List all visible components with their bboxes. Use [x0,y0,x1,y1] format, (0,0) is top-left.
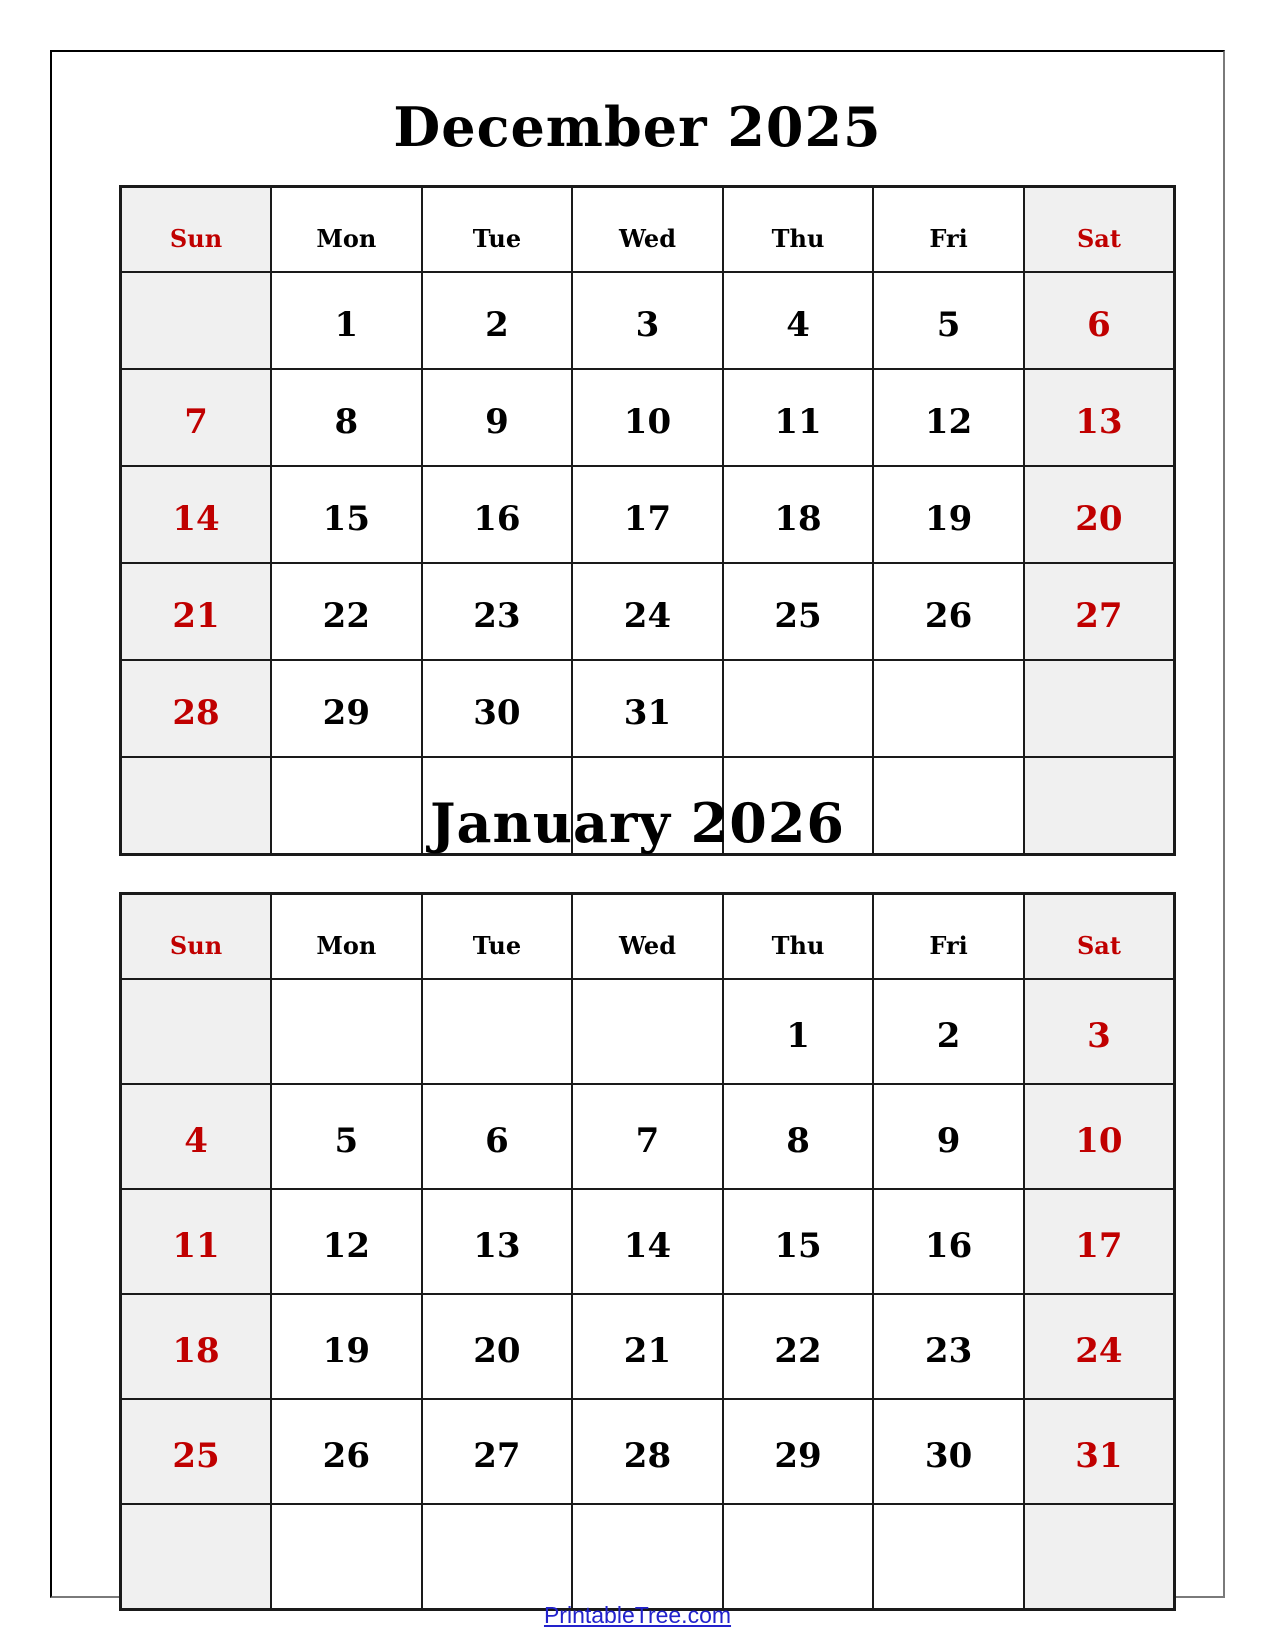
weekday-header-thu: Thu [723,187,874,273]
day-cell-16: 16 [422,466,573,563]
day-cell-17: 17 [1024,1189,1175,1294]
empty-day-cell [271,979,422,1084]
weekday-header-row [121,187,1175,273]
day-cell-21: 21 [572,1294,723,1399]
day-cell-14: 14 [121,466,272,563]
day-cell-30: 30 [873,1399,1024,1504]
day-cell-12: 12 [873,369,1024,466]
day-cell-29: 29 [271,660,422,757]
day-cell-20: 20 [422,1294,573,1399]
empty-day-cell [422,979,573,1084]
day-cell-15: 15 [271,466,422,563]
day-cell-20: 20 [1024,466,1175,563]
empty-day-cell [873,1504,1024,1610]
day-cell-11: 11 [121,1189,272,1294]
weekday-header-sat: Sat [1024,894,1175,980]
empty-day-cell [873,660,1024,757]
day-cell-8: 8 [271,369,422,466]
day-cell-21: 21 [121,563,272,660]
day-cell-7: 7 [572,1084,723,1189]
day-cell-26: 26 [873,563,1024,660]
weekday-header-sat: Sat [1024,187,1175,273]
day-cell-15: 15 [723,1189,874,1294]
week-row [121,660,1175,757]
calendar-grid-december-2025 [119,185,1176,856]
weekday-header-wed: Wed [572,894,723,980]
day-cell-26: 26 [271,1399,422,1504]
day-cell-22: 22 [271,563,422,660]
weekday-header-mon: Mon [271,187,422,273]
empty-day-cell [572,979,723,1084]
weekday-header-sun: Sun [121,187,272,273]
day-cell-7: 7 [121,369,272,466]
day-cell-19: 19 [271,1294,422,1399]
day-cell-5: 5 [873,272,1024,369]
week-row [121,1189,1175,1294]
footer [0,1602,1275,1629]
week-row [121,369,1175,466]
empty-day-cell [422,1504,573,1610]
day-cell-4: 4 [121,1084,272,1189]
day-cell-14: 14 [572,1189,723,1294]
calendar-title-january-2026: January 2026 [430,791,845,855]
day-cell-2: 2 [422,272,573,369]
weekday-header-thu: Thu [723,894,874,980]
calendar-grid-january-2026 [119,892,1176,1611]
week-row [121,1504,1175,1610]
day-cell-9: 9 [422,369,573,466]
day-cell-6: 6 [1024,272,1175,369]
day-cell-3: 3 [572,272,723,369]
empty-day-cell [271,1504,422,1610]
week-row [121,979,1175,1084]
day-cell-24: 24 [1024,1294,1175,1399]
empty-day-cell [723,660,874,757]
day-cell-13: 13 [422,1189,573,1294]
day-cell-18: 18 [121,1294,272,1399]
day-cell-23: 23 [873,1294,1024,1399]
weekday-header-mon: Mon [271,894,422,980]
day-cell-25: 25 [723,563,874,660]
day-cell-31: 31 [572,660,723,757]
week-row [121,272,1175,369]
empty-day-cell [1024,660,1175,757]
day-cell-4: 4 [723,272,874,369]
day-cell-5: 5 [271,1084,422,1189]
weekday-header-tue: Tue [422,187,573,273]
day-cell-2: 2 [873,979,1024,1084]
day-cell-27: 27 [422,1399,573,1504]
day-cell-11: 11 [723,369,874,466]
empty-day-cell [572,1504,723,1610]
empty-day-cell [121,272,272,369]
day-cell-13: 13 [1024,369,1175,466]
weekday-header-fri: Fri [873,894,1024,980]
weekday-header-sun: Sun [121,894,272,980]
day-cell-23: 23 [422,563,573,660]
day-cell-18: 18 [723,466,874,563]
day-cell-28: 28 [572,1399,723,1504]
day-cell-24: 24 [572,563,723,660]
day-cell-12: 12 [271,1189,422,1294]
week-row [121,1294,1175,1399]
empty-day-cell [723,1504,874,1610]
day-cell-29: 29 [723,1399,874,1504]
day-cell-3: 3 [1024,979,1175,1084]
empty-day-cell [121,1504,272,1610]
day-cell-30: 30 [422,660,573,757]
day-cell-6: 6 [422,1084,573,1189]
day-cell-28: 28 [121,660,272,757]
week-row [121,563,1175,660]
day-cell-19: 19 [873,466,1024,563]
day-cell-10: 10 [572,369,723,466]
day-cell-1: 1 [723,979,874,1084]
week-row [121,466,1175,563]
day-cell-10: 10 [1024,1084,1175,1189]
printabletree-link[interactable]: PrintableTree.com [543,1602,732,1628]
weekday-header-fri: Fri [873,187,1024,273]
day-cell-16: 16 [873,1189,1024,1294]
day-cell-31: 31 [1024,1399,1175,1504]
empty-day-cell [121,979,272,1084]
week-row [121,1084,1175,1189]
day-cell-9: 9 [873,1084,1024,1189]
calendar-title-december-2025: December 2025 [393,95,882,159]
empty-day-cell [1024,1504,1175,1610]
day-cell-8: 8 [723,1084,874,1189]
day-cell-27: 27 [1024,563,1175,660]
weekday-header-wed: Wed [572,187,723,273]
weekday-header-tue: Tue [422,894,573,980]
day-cell-25: 25 [121,1399,272,1504]
day-cell-22: 22 [723,1294,874,1399]
day-cell-1: 1 [271,272,422,369]
week-row [121,1399,1175,1504]
day-cell-17: 17 [572,466,723,563]
weekday-header-row [121,894,1175,980]
